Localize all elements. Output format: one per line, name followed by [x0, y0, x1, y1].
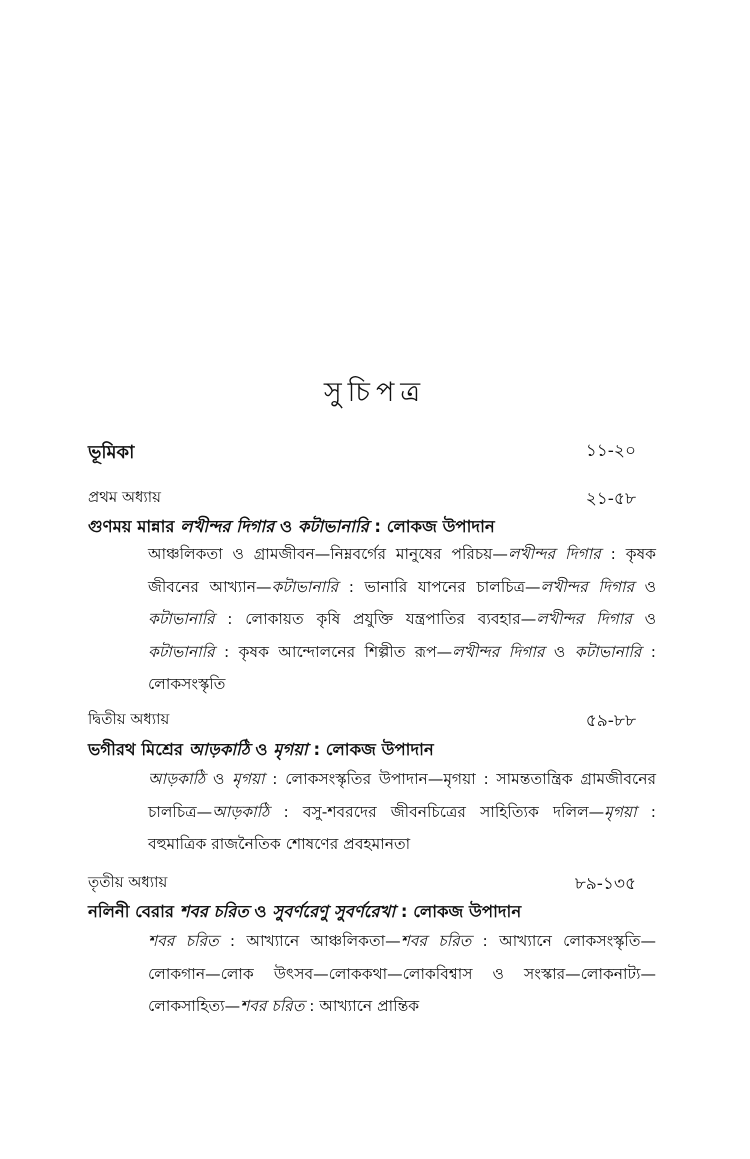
- text-segment: : লোকসংস্কৃতির উপাদান—মৃগয়া : সামন্ততান্ত্রিক গ্রামজীবনের চালচিত্র—: [148, 770, 656, 821]
- text-segment: ও: [248, 902, 273, 921]
- text-segment: ও: [631, 610, 656, 628]
- text-segment: : আখ্যানে আঞ্চলিকতা—: [218, 932, 401, 950]
- page-title: সুচিপত্র: [323, 377, 427, 408]
- book-title-text: কটাভানারি: [297, 517, 369, 536]
- text-segment: আঞ্চলিকতা ও গ্রামজীবন—নিম্নবর্গের মানুষের পরিচয়—: [148, 545, 508, 563]
- text-segment: নলিনী বেরার: [88, 902, 180, 921]
- text-segment: ও: [249, 740, 274, 759]
- book-title-text: লখীন্দর দিগার: [452, 642, 545, 661]
- text-segment: : লোকসংস্কৃতি: [148, 642, 657, 693]
- book-title-text: কটাভানারি: [574, 642, 642, 661]
- book-title-text: মৃগয়া: [232, 770, 265, 788]
- book-title-text: আড়কাঠি: [188, 740, 250, 759]
- intro-entry: [88, 438, 636, 469]
- text-segment: : বহুমাত্রিক রাজনৈতিক শোষণের প্রবহমানতা: [148, 802, 656, 853]
- text-segment: ও: [634, 577, 657, 596]
- chapter-1-pages: ২১-৫৮: [585, 489, 636, 509]
- chapter-1-heading: [88, 514, 636, 541]
- text-segment: ও: [205, 770, 233, 788]
- book-title-text: কটাভানারি: [148, 610, 215, 628]
- text-segment: ও: [544, 642, 575, 661]
- book-title-text: শবর চরিত: [400, 932, 472, 950]
- chapter-3-label-row: [88, 871, 636, 896]
- chapter-2-label-row: [88, 708, 636, 733]
- intro-pages: ১১-২০: [585, 441, 636, 461]
- text-segment: : আখ্যানে প্রান্তিক: [304, 997, 420, 1015]
- book-title-text: সুবর্ণরেণু সুবর্ণরেখা: [272, 902, 396, 921]
- text-segment: : ভানারি যাপনের চালচিত্র—: [338, 577, 541, 596]
- text-segment: : আখ্যানে লোকসংস্কৃতি—লোকগান—লোক উৎসব—লোককথা—লোকবিশ্বাস ও সংস্কার—লোকনাট্য—লোকসাহিত্য—: [148, 932, 656, 1015]
- chapter-1-label-row: [88, 486, 636, 511]
- book-title-text: কটাভানারি: [271, 577, 339, 596]
- chapter-3-description: [148, 925, 656, 1023]
- chapter-2-description: [148, 763, 656, 861]
- chapter-3-pages: ৮৯-১৩৫: [574, 874, 636, 894]
- chapter-3-heading: [88, 899, 636, 926]
- book-title-text: আড়কাঠি: [148, 770, 206, 788]
- book-title-text: লখীন্দর দিগার: [536, 610, 632, 628]
- text-segment: : লোকজ উপাদান: [368, 517, 495, 536]
- book-title-text: লখীন্দর দিগার: [540, 577, 634, 596]
- chapter-2-heading: [88, 737, 636, 764]
- text-segment: : বসু-শবরদের জীবনচিত্রের সাহিত্যিক দলিল—: [269, 802, 605, 821]
- text-segment: ও: [274, 517, 298, 536]
- text-segment: : কৃষক আন্দোলনের শিল্পীত রূপ—: [214, 642, 453, 661]
- chapter-2-pages: ৫৯-৮৮: [585, 711, 636, 731]
- text-segment: : লোকায়ত কৃষি প্রযুক্তি যন্ত্রপাতির ব্যবহার—: [214, 610, 537, 628]
- book-title-text: শবর চরিত: [240, 997, 305, 1015]
- book-title-text: কটাভানারি: [148, 642, 215, 661]
- book-title-text: লখীন্দর দিগার: [180, 517, 275, 536]
- book-title-text: শবর চরিত: [179, 902, 249, 921]
- text-segment: : লোকজ উপাদান: [395, 902, 522, 921]
- chapter-3-label: তৃতীয় অধ্যায়: [88, 873, 168, 891]
- book-title-text: শবর চরিত: [148, 932, 219, 950]
- intro-label: ভূমিকা: [88, 442, 135, 463]
- chapter-1-label: প্রথম অধ্যায়: [88, 488, 161, 506]
- chapter-2-label: দ্বিতীয় অধ্যায়: [88, 710, 170, 728]
- text-segment: ভগীরথ মিশ্রের: [88, 740, 189, 759]
- text-segment: : কৃষক জীবনের আখ্যান—: [148, 545, 657, 596]
- book-title-text: মৃগয়া: [273, 740, 308, 759]
- chapter-1-description: [148, 538, 656, 701]
- text-segment: : লোকজ উপাদান: [307, 740, 434, 759]
- book-title-text: মৃগয়া: [604, 802, 637, 821]
- text-segment: গুণময় মান্নার: [88, 517, 181, 536]
- book-title-text: লখীন্দর দিগার: [507, 545, 601, 563]
- book-title-text: আড়কাঠি: [212, 802, 270, 821]
